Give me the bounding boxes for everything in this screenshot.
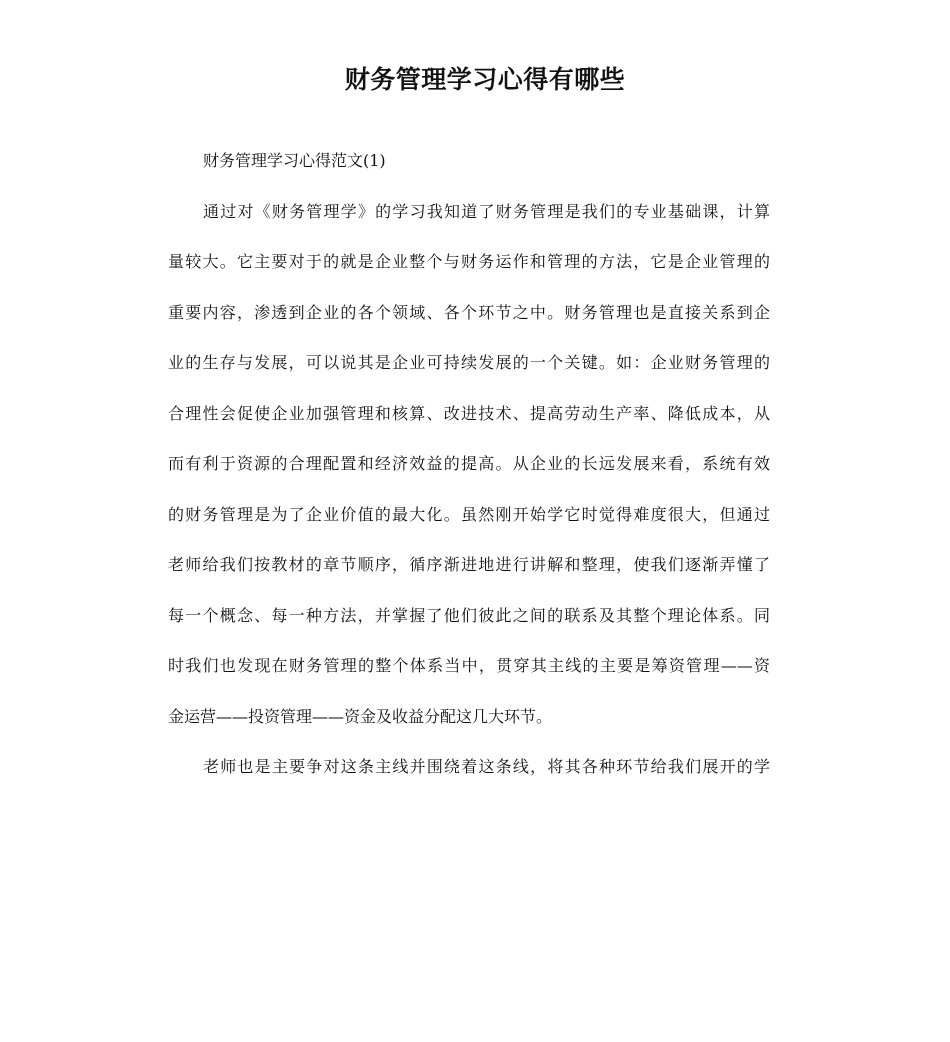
paragraph-1-line: 时我们也发现在财务管理的整个体系当中，贯穿其主线的主要是筹资管理——资 bbox=[168, 656, 770, 675]
paragraph-1-line: 金运营——投资管理——资金及收益分配这几大环节。 bbox=[168, 706, 553, 726]
subheading bbox=[168, 136, 770, 187]
paragraph-1-line: 重要内容，渗透到企业的各个领域、各个环节之中。财务管理也是直接关系到企 bbox=[168, 302, 770, 322]
paragraph-2 bbox=[168, 742, 770, 793]
document-body bbox=[168, 136, 770, 793]
paragraph-1-line: 而有利于资源的合理配置和经济效益的提高。从企业的长远发展来看，系统有效 bbox=[168, 454, 770, 473]
paragraph-1-line: 每一个概念、每一种方法，并掌握了他们彼此之间的联系及其整个理论体系。同 bbox=[168, 605, 770, 625]
paragraph-1-line: 业的生存与发展，可以说其是企业可持续发展的一个关键。如：企业财务管理的 bbox=[168, 353, 770, 372]
paragraph-1 bbox=[168, 187, 770, 743]
subheading-text: 财务管理学习心得范文(1) bbox=[203, 151, 386, 170]
document-title: 财务管理学习心得有哪些 bbox=[344, 65, 626, 94]
paragraph-1-line: 通过对《财务管理学》的学习我知道了财务管理是我们的专业基础课，计算 bbox=[203, 201, 770, 221]
paragraph-1-line: 量较大。它主要对于的就是企业整个与财务运作和管理的方法，它是企业管理的 bbox=[168, 252, 770, 271]
paragraph-2-line: 老师也是主要争对这条主线并围绕着这条线，将其各种环节给我们展开的学 bbox=[203, 757, 770, 776]
paragraph-1-line: 的财务管理是为了企业价值的最大化。虽然刚开始学它时觉得难度很大，但通过 bbox=[168, 504, 770, 524]
paragraph-1-line: 合理性会促使企业加强管理和核算、改进技术、提高劳动生产率、降低成本，从 bbox=[168, 403, 770, 423]
paragraph-1-line: 老师给我们按教材的章节顺序，循序渐进地进行讲解和整理，使我们逐渐弄懂了 bbox=[168, 555, 770, 574]
